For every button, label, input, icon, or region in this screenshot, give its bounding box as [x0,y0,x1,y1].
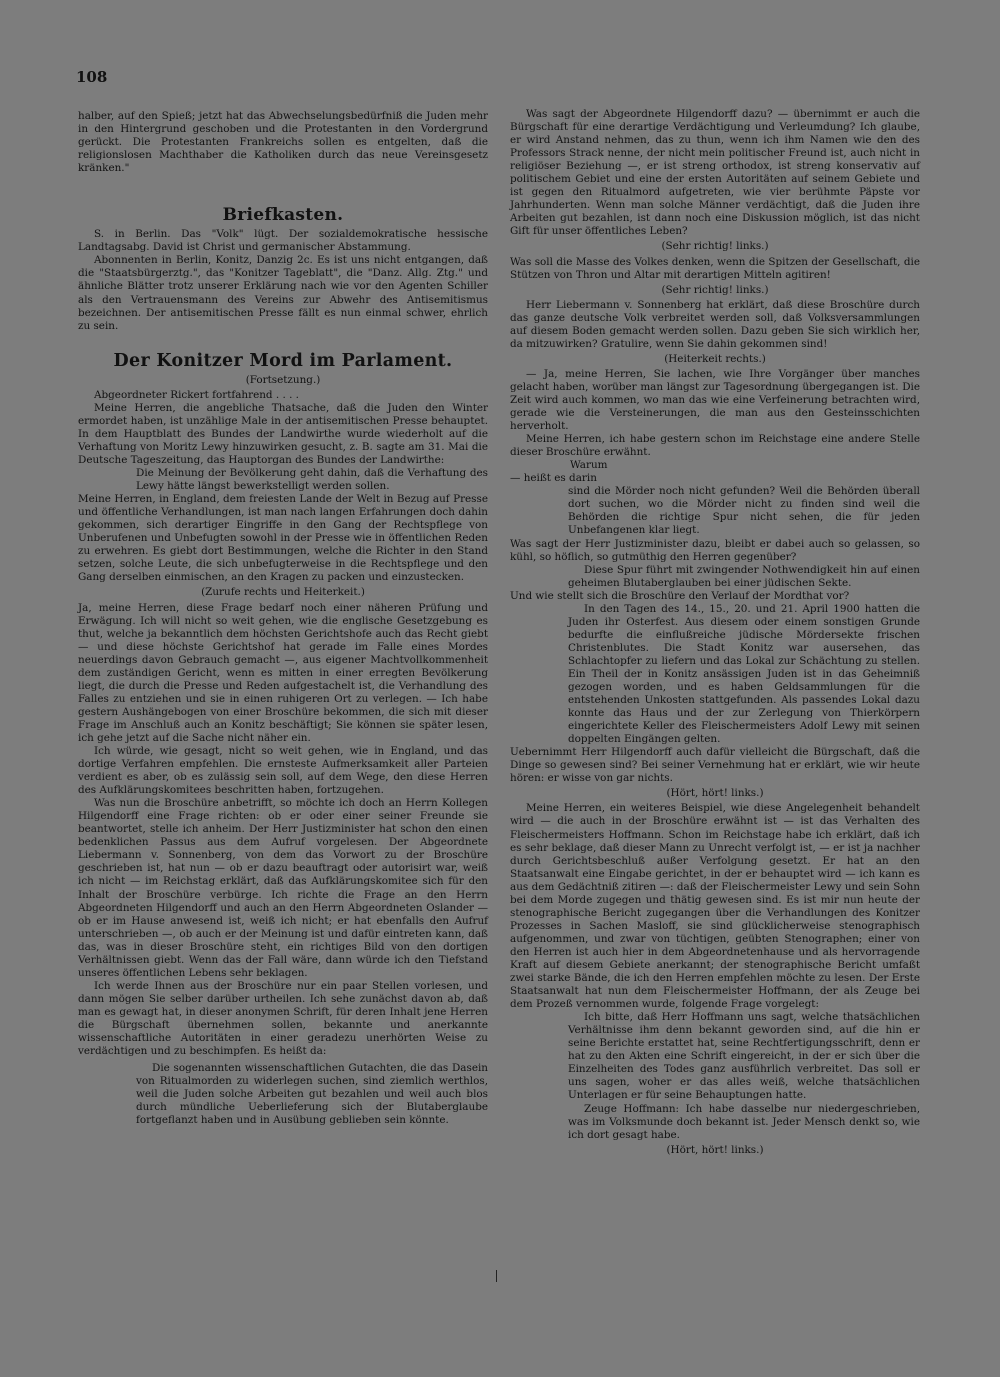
block-quote: Zeuge Hoffmann: Ich habe dasselbe nur niedergeschrieben, was im Volksmunde doch bekannt ist. Jeder Mensch denkt so, wie ich dort gesagt habe. [568,1102,920,1141]
paragraph: — Ja, meine Herren, Sie lachen, wie Ihre Vorgänger über manches gelacht haben, worüber man längst zur Tagesordnung übergegangen ist. Die Zeit wird auch kommen, wo man das wie eine Verfeinerung betrachten wird, gerade wie die Versteinerungen, die man aus den Gesteinsschichten herverholt. [510,367,920,433]
briefkasten-heading: Briefkasten. [222,205,344,226]
interjection: (Heiterkeit rechts.) [664,352,766,365]
article-title: Der Konitzer Mord im Parlament. [113,350,453,371]
paragraph: Meine Herren, die angebliche Thatsache, daß die Juden den Winter ermordet haben, ist unzählige Male in der antisemitischen Presse behauptet. In dem Hauptblatt des Bundes der Landwirthe wurde wiederholt auf die Verhaftung von Moritz Lewy hinzuwirken gesucht, z. B. sagte am 31. Mai die Deutsche Tageszeitung, das Hauptorgan des Bundes der Landwirthe: [78,401,488,466]
paragraph: Ich würde, wie gesagt, nicht so weit gehen, wie in England, und das dortige Verfahren empfehlen. Die ernsteste Aufmerksamkeit aller Parteien verdient es aber, ob es zulässig sein soll, auf dem Wege, den diese Herren des Aufklärungskomitees beschritten haben, fortzugehen. [78,745,488,797]
paragraph: Was nun die Broschüre anbetrifft, so möchte ich doch an Herrn Kollegen Hilgendorff eine Frage richten: ob er oder einer seiner Freunde sie beantwortet, stelle ich anheim. Der Herr Justizminister hat schon den einen bedenklichen Passus aus dem Aufruf vorgelesen. Der Abgeordnete Liebermann v. Sonnenberg, von dem das Vorwort zu der Broschüre geschrieben ist, hat nun — ob er dazu beauftragt oder autorisirt war, weiß ich nicht — im Reichstag erklärt, daß das Aufklärungskomitee sich für den Inhalt der Broschüre verbürge. Ich richte die Frage an den Herrn Abgeordneten Hilgendorff und auch an den Herrn Abgeordneten Oslander — ob er im Hause anwesend ist, weiß ich nicht; er hat ebenfalls den Aufruf unterschrieben —, ob auch er der Meinung ist und dafür eintreten kann, daß das, was in dieser Broschüre steht, ein richtiges Bild von den dortigen Verhältnissen giebt. Wenn das der Fall wäre, dann würde ich den Tiefstand unseres öffentlichen Lebens sehr beklagen. [78,797,488,979]
block-quote: Ich bitte, daß Herr Hoffmann uns sagt, welche thatsächlichen Verhältnisse ihm denn bekannt geworden sind, auf die hin er seine Berichte erstattet hat, seine Rechtfertigungsschrift, denn er hat zu den Akten eine Schrift eingereicht, in der er sich über die Einzelheiten des Todes ganz ausführlich verbreitet. Das soll er uns sagen, woher er das alles weiß, welche thatsächlichen Unterlagen er für seine Behauptungen hatte. [568,1011,920,1102]
continuation-note: (Fortsetzung.) [245,373,321,386]
briefkasten-entry-2: Abonnenten in Berlin, Konitz, Danzig 2c. Es ist uns nicht entgangen, daß die "Staatsbürgerztg.", das "Konitzer Tageblatt", die "Danz. Allg. Ztg." und ähnliche Blätter trotz unserer Erklärung nach wie vor den Agenten Schiller als den Vertrauensmann des Vereins zur Abwehr des Antisemitismus bezeichnen. Der antisemitischen Presse fällt es nun einmal schwer, ehrlich zu sein. [78,254,488,332]
paragraph: Was soll die Masse des Volkes denken, wenn die Spitzen der Gesellschaft, die Stützen von Thron und Altar mit derartigen Mitteln agitiren! [510,255,920,281]
block-quote: Die sogenannten wissenschaftlichen Gutachten, die das Dasein von Ritualmorden zu widerlegen suchen, sind ziemlich werthlos, weil die Juden solche Arbeiten gut bezahlen und weil auch blos durch mündliche Ueberlieferung sich der Blutaberglaube fortgeflanzt haben und in Ausübung geblieben sein könnte. [136,1062,488,1127]
paragraph: Ja, meine Herren, diese Frage bedarf noch einer näheren Prüfung und Erwägung. Ich will nicht so weit gehen, wie die englische Gesetzgebung es thut, welche ja bekanntlich dem höchsten Gerichtshofe auch das Recht giebt — und diese höchste Gerichtshof hat gerade im Falle eines Mordes neuerdings davon Gebrauch gemacht —, aus eigener Machtvollkommenheit dem zuständigen Gericht, wenn es mitten in einer erregten Bevölkerung liegt, die durch die Presse und Reden aufgestachelt ist, die Verhandlung des Falles zu entziehen und sie in einen ruhigeren Ort zu verlegen. — Ich habe gestern Aushängebogen von einer Broschüre bekommen, die sich mit dieser Frage im Anschluß auch an Konitz beschäftigt; Sie können sie später lesen, ich gehe jetzt auf die Sache nicht näher ein. [78,601,488,744]
interjection: (Hört, hört! links.) [666,1143,764,1156]
page-number: 108 [76,68,108,86]
intro-paragraph: halber, auf den Spieß; jetzt hat das Abwechselungsbedürfniß die Juden mehr in den Hintergrund geschoben und die Protestanten in den Vordergrund gerückt. Die Protestanten Frankreichs sollen es entgelten, daß die religionslosen Machthaber die Katholiken durch das neue Vereinsgesetz kränken." [78,110,488,175]
block-quote: Diese Spur führt mit zwingender Nothwendigkeit hin auf einen geheimen Blutaberglauben bei einer jüdischen Sekte. [568,563,920,589]
paragraph: Und wie stellt sich die Broschüre den Verlauf der Mordthat vor? [510,589,850,602]
paragraph: Uebernimmt Herr Hilgendorff auch dafür vielleicht die Bürgschaft, daß die Dinge so gewesen sind? Bei seiner Vernehmung hat er erklärt, wie wir heute hören: er wisse von gar nichts. [510,746,920,785]
right-column [510,108,920,1159]
paragraph: Was sagt der Abgeordnete Hilgendorff dazu? — übernimmt er auch die Bürgschaft für eine derartige Verdächtigung und Verleumdung? Ich glaube, er wird Anstand nehmen, das zu thun, wenn ich ihm Namen wie den des Professors Strack nenne, der nicht mein politischer Freund ist, auch nicht in religiöser Beziehung —, er ist streng orthodox, ist streng konservativ auf politischem Gebiet und eine der ersten Autoritäten auf seinem Gebiete und ist gegen den Ritualmord aufgetreten, wie vier berühmte Päpste vor Jahrhunderten. Wenn man solche Männer verdächtigt, daß die Juden ihre Arbeiten gut bezahlen, ist dann noch eine Diskussion möglich, ist das nicht Gift für unser öffentliches Leben? [510,108,920,238]
paragraph: Meine Herren, ein weiteres Beispiel, wie diese Angelegenheit behandelt wird — die auch in der Broschüre erwähnt ist — ist das Verhalten des Fleischermeisters Hoffmann. Schon im Reichstage habe ich erklärt, daß ich es sehr beklage, daß dieser Mann zu Unrecht verfolgt ist, — er ist ja nachher durch Gerichtsbeschluß außer Verfolgung gesetzt. Er hat an den Staatsanwalt eine Eingabe gerichtet, in der er behauptet wird — ich kann es aus dem Gedächtniß zitiren —: daß der Fleischermeister Lewy und sein Sohn bei dem Morde zugegen und thätig gewesen sind. Es ist mir nun heute der stenographische Bericht zugegangen über die Verhandlungen des Konitzer Prozesses in Sachen Masloff, sie sind glücklicherweise stenographisch aufgenommen, und zwar von tüchtigen, geübten Stenographen; einer von den Herren ist auch hier in dem Abgeordnetenhause und als hervorragende Kraft auf diesem Gebiete anerkannt; der stenographische Bericht umfaßt zwei starke Bände, die ich den Herren empfehlen möchte zu lesen. Der Erste Staatsanwalt hat nun dem Fleischermeister Hoffmann, der als Zeuge bei dem Prozeß vernommen wurde, folgende Frage vorgelegt: [510,802,920,1011]
interjection: (Sehr richtig! links.) [661,240,769,253]
paragraph: Warum [570,459,608,472]
paragraph: Was sagt der Herr Justizminister dazu, bleibt er dabei auch so gelassen, so kühl, so höflich, so gutmüthig den Herren gegenüber? [510,537,920,563]
left-column [78,110,488,1127]
column-rule-mark [496,1270,497,1282]
block-quote: sind die Mörder noch nicht gefunden? Weil die Behörden überall dort suchen, wo die Mörder nicht zu finden sind weil die Behörden die richtige Spur nicht sehen, die für jeden Unbefangenen klar liegt. [568,485,920,537]
speaker-line: Abgeordneter Rickert fortfahrend . . . . [94,388,299,401]
paragraph: Herr Liebermann v. Sonnenberg hat erklärt, daß diese Broschüre durch das ganze deutsche Volk verbreitet werden soll, daß Volksversammlungen auf diesem Boden gemacht werden sollen. Dazu geben Sie sich wirklich her, da mitzuwirken? Gratulire, wenn Sie dahin gekommen sind! [510,298,920,350]
block-quote: In den Tagen des 14., 15., 20. und 21. April 1900 hatten die Juden ihr Osterfest. Aus diesem oder einem sonstigen Grunde bedurfte die einflußreiche jüdische Mördersekte frischen Christenblutes. Die Stadt Konitz war ausersehen, das Schlachtopfer zu liefern und das Lokal zur Schächtung zu stellen. Ein Theil der in Konitz ansässigen Juden ist in das Geheimniß gezogen worden, und es haben Geldsammlungen für die entstehenden Unkosten stattgefunden. Als passendes Lokal dazu konnte das Haus und der zur Zerlegung von Thierkörpern eingerichtete Keller des Fleischermeisters Adolf Lewy mit seinen doppelten Eingängen gelten. [568,602,920,746]
interjection: (Sehr richtig! links.) [661,283,769,296]
paragraph: Meine Herren, in England, dem freiesten Lande der Welt in Bezug auf Presse und öffentliche Verhandlungen, ist man nach langen Erfahrungen doch dahin gekommen, sich derartiger Eingriffe in den Gang der Rechtspflege von Unberufenen und Unbefugten sowohl in der Presse wie in öffentlichen Reden zu erwehren. Es giebt dort Bestimmungen, welche die Richter in den Stand setzen, solche Leute, die sich unbefugterweise in die Rechtspflege und den Gang derselben einmischen, an den Kragen zu packen und einzustecken. [78,493,488,584]
paragraph: — heißt es darin [510,472,597,485]
briefkasten-entry-1: S. in Berlin. Das "Volk" lügt. Der sozialdemokratische hessische Landtagsabg. David ist Christ und germanischer Abstammung. [78,228,488,254]
interjection: (Zurufe rechts und Heiterkeit.) [201,586,365,599]
block-quote: Die Meinung der Bevölkerung geht dahin, daß die Verhaftung des Lewy hätte längst bewerkstelligt werden sollen. [136,467,488,493]
paragraph: Meine Herren, ich habe gestern schon im Reichstage eine andere Stelle dieser Broschüre erwähnt. [510,433,920,459]
interjection: (Hört, hört! links.) [666,787,764,800]
paragraph: Ich werde Ihnen aus der Broschüre nur ein paar Stellen vorlesen, und dann mögen Sie selber darüber urtheilen. Ich sehe zunächst davon ab, daß man es gewagt hat, in dieser anonymen Schrift, für deren Inhalt jene Herren die Bürgschaft übernehmen sollen, bekannte und anerkannte wissenschaftliche Autoritäten in einer geradezu unerhörten Weise zu verdächtigen und zu beschimpfen. Es heißt da: [78,979,488,1058]
